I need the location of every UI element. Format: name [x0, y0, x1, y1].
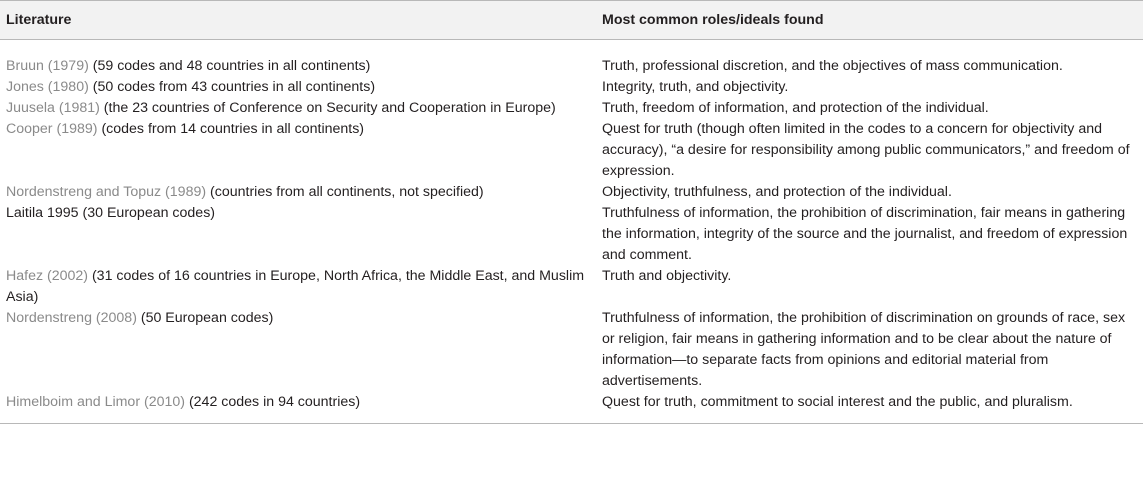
roles-cell: Truth and objectivity.: [602, 268, 732, 284]
citation-link[interactable]: Jones (1980): [6, 79, 89, 95]
literature-cell: [0, 40, 596, 78]
literature-cell: [0, 119, 596, 182]
literature-cell: [0, 203, 596, 266]
citation-link[interactable]: Hafez (2002): [6, 268, 89, 284]
citation-link[interactable]: Himelboim and Limor (2010): [6, 394, 185, 410]
citation-description: (codes from 14 countries in all continents): [97, 121, 365, 137]
roles-cell: Integrity, truth, and objectivity.: [602, 79, 789, 95]
table-row: [0, 98, 1143, 119]
citation-link[interactable]: Bruun (1979): [6, 58, 89, 74]
citation-description: (50 European codes): [136, 310, 274, 326]
literature-cell: [0, 266, 596, 308]
citation-description: (31 codes of 16 countries in Europe, North Africa, the Middle East, and Muslim Asia): [6, 268, 585, 305]
header-literature: Literature: [6, 11, 72, 28]
roles-cell: Truth, professional discretion, and the objectives of mass communication.: [602, 58, 1063, 74]
table-row: [0, 119, 1143, 182]
literature-cell: [0, 392, 596, 424]
citation-description: (242 codes in 94 countries): [185, 394, 361, 410]
citation-description: (59 codes and 48 countries in all continents): [88, 58, 371, 74]
roles-cell: Truthfulness of information, the prohibition of discrimination on grounds of race, sex or religion, fair means in gathering information and to be clear about the nature of information—to separate facts from opinions and editorial material from advertisements.: [602, 310, 1126, 389]
table-row: [0, 182, 1143, 203]
header-row: [0, 1, 1143, 40]
citation-link[interactable]: Cooper (1989): [6, 121, 98, 137]
literature-cell: [0, 98, 596, 119]
citation-description: (the 23 countries of Conference on Security and Cooperation in Europe): [99, 100, 556, 116]
literature-cell: [0, 308, 596, 392]
table-row: [0, 308, 1143, 392]
citation-description: (countries from all continents, not specified): [206, 184, 484, 200]
citation-link[interactable]: Nordenstreng and Topuz (1989): [6, 184, 207, 200]
header-roles: Most common roles/ideals found: [602, 11, 824, 28]
table-row: [0, 77, 1143, 98]
roles-cell: Quest for truth, commitment to social interest and the public, and pluralism.: [602, 394, 1073, 410]
literature-cell: [0, 182, 596, 203]
citation-description: (50 codes from 43 countries in all continents): [88, 79, 376, 95]
citation-link[interactable]: Juusela (1981): [6, 100, 100, 116]
table-row: [0, 203, 1143, 266]
citation-description: Laitila 1995 (30 European codes): [6, 205, 216, 221]
table-row: [0, 40, 1143, 78]
literature-cell: [0, 77, 596, 98]
roles-cell: Quest for truth (though often limited in the codes to a concern for objectivity and accuracy), “a desire for responsibility among public communicators,” and freedom of expression.: [602, 121, 1130, 179]
citation-link[interactable]: Nordenstreng (2008): [6, 310, 137, 326]
roles-cell: Truthfulness of information, the prohibition of discrimination, fair means in gathering the information, integrity of the source and the journalist, and freedom of expression and comment.: [602, 205, 1128, 263]
table-row: [0, 392, 1143, 424]
table-row: [0, 266, 1143, 308]
roles-cell: Truth, freedom of information, and protection of the individual.: [602, 100, 989, 116]
roles-cell: Objectivity, truthfulness, and protection of the individual.: [602, 184, 952, 200]
